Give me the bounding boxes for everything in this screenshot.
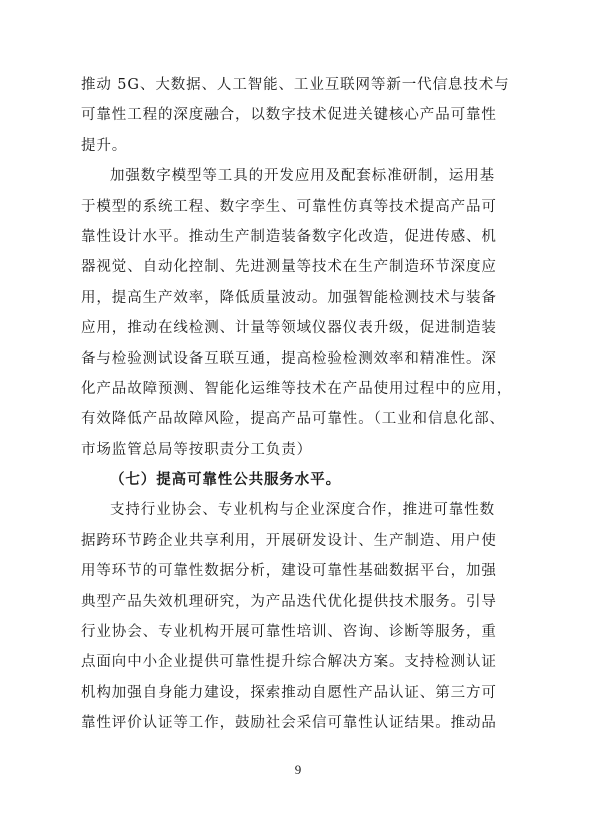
text-line: 于模型的系统工程、数字孪生、可靠性仿真等技术提高产品可 [81,198,497,215]
text-line: 典型产品失效机理研究，为产品迭代优化提供技术服务。引导 [81,593,497,610]
text-line: 点面向中小企业提供可靠性提升综合解决方案。支持检测认证 [81,654,497,671]
text-line: 行业协会、专业机构开展可靠性培训、咨询、诊断等服务，重 [81,624,497,641]
text-line: 靠性设计水平。推动生产制造装备数字化改造，促进传感、机 [81,228,497,245]
text-line: 机构加强自身能力建设，探索推动自愿性产品认证、第三方可 [81,684,497,701]
section-heading [81,465,521,495]
text-line: 应用，推动在线检测、计量等领域仪器仪表升级，促进制造装 [81,320,497,337]
document-body [81,70,521,739]
text-line: 备与检验测试设备互联互通，提高检验检测效率和精准性。深 [81,350,497,367]
text-line: 提升。 [81,137,128,154]
page-number: 9 [294,762,302,777]
text-line: 有效降低产品故障风险，提高产品可靠性。（工业和信息化部、 [81,411,505,428]
text-line: 据跨环节跨企业共享利用，开展研发设计、生产制造、用户使 [81,532,497,549]
text-line: 支持行业协会、专业机构与企业深度合作，推进可靠性数 [110,502,495,519]
text-line: 化产品故障预测、智能化运维等技术在产品使用过程中的应用， [81,380,513,397]
text-line: 可靠性工程的深度融合，以数字技术促进关键核心产品可靠性 [81,107,497,124]
text-line: 加强数字模型等工具的开发应用及配套标准研制，运用基 [110,168,495,185]
text-line: 器视觉、自动化控制、先进测量等技术在生产制造环节深度应 [81,259,497,276]
paragraph-digital-models [81,161,521,465]
paragraph-public-services [81,495,521,738]
text-line: 市场监管总局等按职责分工负责） [81,441,312,458]
text-line: 推动 5G、大数据、人工智能、工业互联网等新一代信息技术与 [81,77,510,93]
paragraph-digital-integration [81,70,521,161]
text-line: 用等环节的可靠性数据分析，建设可靠性基础数据平台，加强 [81,563,497,580]
text-line: 用，提高生产效率，降低质量波动。加强智能检测技术与装备 [81,289,497,306]
text-line: 靠性评价认证等工作，鼓励社会采信可靠性认证结果。推动品 [81,715,497,732]
section-heading-text: （七）提高可靠性公共服务水平。 [110,472,341,489]
